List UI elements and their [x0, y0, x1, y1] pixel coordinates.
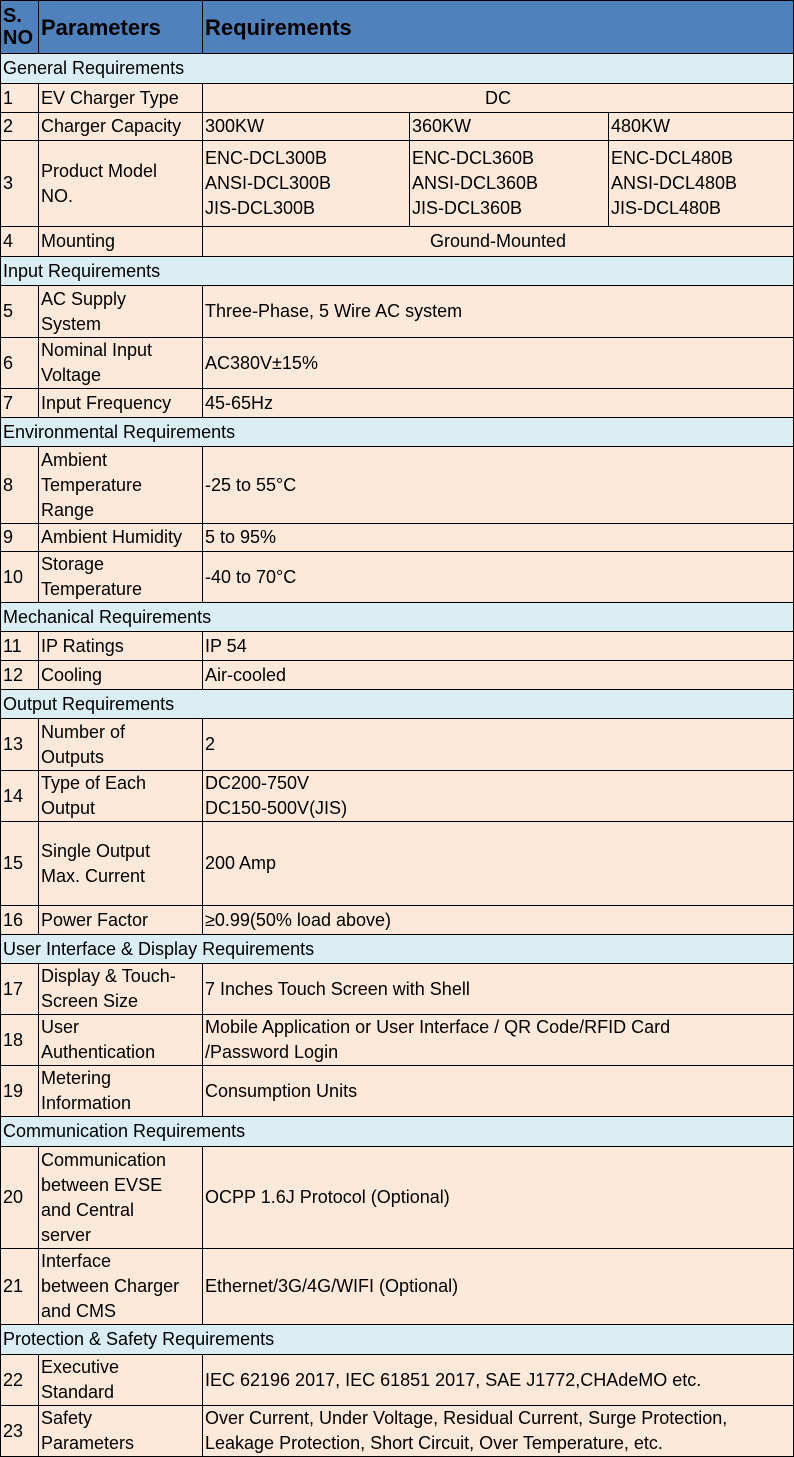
row-parameter: User Authentication [39, 1015, 203, 1066]
table-row [1, 1147, 794, 1249]
table-row [1, 771, 794, 822]
capacity-480: 480KW [609, 113, 794, 141]
row-parameter: Communication between EVSE and Central server [39, 1147, 203, 1249]
row-parameter: IP Ratings [39, 632, 203, 661]
row-number: 9 [1, 524, 39, 552]
table-row [1, 227, 794, 257]
section-title: Protection & Safety Requirements [1, 1325, 794, 1355]
row-number: 11 [1, 632, 39, 661]
row-value: IEC 62196 2017, IEC 61851 2017, SAE J1772,CHAdeMO etc. [203, 1355, 794, 1406]
model-360: ENC-DCL360B ANSI-DCL360B JIS-DCL360B [410, 141, 609, 227]
table-row [1, 1015, 794, 1066]
table-row [1, 632, 794, 661]
row-number: 12 [1, 661, 39, 690]
section-row-general [1, 54, 794, 84]
section-row-mechanical [1, 603, 794, 632]
table-row [1, 389, 794, 418]
section-title: Environmental Requirements [1, 418, 794, 447]
model-300: ENC-DCL300B ANSI-DCL300B JIS-DCL300B [203, 141, 410, 227]
row-number: 2 [1, 113, 39, 141]
table-row [1, 1066, 794, 1117]
section-row-ui [1, 935, 794, 964]
row-parameter: EV Charger Type [39, 84, 203, 113]
table-row [1, 113, 794, 141]
row-value: 2 [203, 719, 794, 771]
table-row [1, 1249, 794, 1325]
table-row [1, 524, 794, 552]
row-value: IP 54 [203, 632, 794, 661]
model-480: ENC-DCL480B ANSI-DCL480B JIS-DCL480B [609, 141, 794, 227]
table-row [1, 906, 794, 935]
row-parameter: Safety Parameters [39, 1406, 203, 1457]
row-parameter: Mounting [39, 227, 203, 257]
sno-header: S. NO [1, 1, 39, 54]
row-number: 19 [1, 1066, 39, 1117]
row-value: Ethernet/3G/4G/WIFI (Optional) [203, 1249, 794, 1325]
row-parameter: Type of Each Output [39, 771, 203, 822]
row-number: 7 [1, 389, 39, 418]
row-parameter: Charger Capacity [39, 113, 203, 141]
capacity-300: 300KW [203, 113, 410, 141]
row-value: ≥0.99(50% load above) [203, 906, 794, 935]
table-row [1, 661, 794, 690]
row-parameter: Number of Outputs [39, 719, 203, 771]
capacity-360: 360KW [410, 113, 609, 141]
parameters-header: Parameters [39, 1, 203, 54]
row-value: 7 Inches Touch Screen with Shell [203, 964, 794, 1015]
row-value: Mobile Application or User Interface / QR Code/RFID Card /Password Login [203, 1015, 794, 1066]
row-number: 8 [1, 447, 39, 524]
row-number: 22 [1, 1355, 39, 1406]
table-row [1, 964, 794, 1015]
section-row-input [1, 257, 794, 286]
row-value: Three-Phase, 5 Wire AC system [203, 286, 794, 338]
table-row [1, 822, 794, 906]
row-parameter: Storage Temperature [39, 552, 203, 603]
section-row-output [1, 690, 794, 719]
row-value: -40 to 70°C [203, 552, 794, 603]
section-title: Input Requirements [1, 257, 794, 286]
row-number: 16 [1, 906, 39, 935]
row-value: Air-cooled [203, 661, 794, 690]
row-value: 5 to 95% [203, 524, 794, 552]
row-number: 4 [1, 227, 39, 257]
table-row [1, 338, 794, 389]
row-value: Consumption Units [203, 1066, 794, 1117]
row-value: 45-65Hz [203, 389, 794, 418]
table-row [1, 141, 794, 227]
row-value: -25 to 55°C [203, 447, 794, 524]
row-parameter: AC Supply System [39, 286, 203, 338]
row-number: 10 [1, 552, 39, 603]
row-number: 20 [1, 1147, 39, 1249]
row-parameter: Power Factor [39, 906, 203, 935]
requirements-header: Requirements [203, 1, 794, 54]
table-row [1, 447, 794, 524]
table-row [1, 719, 794, 771]
row-value: DC [203, 84, 794, 113]
table-row [1, 1355, 794, 1406]
row-number: 14 [1, 771, 39, 822]
row-value: OCPP 1.6J Protocol (Optional) [203, 1147, 794, 1249]
row-parameter: Metering Information [39, 1066, 203, 1117]
section-row-communication [1, 1117, 794, 1147]
row-parameter: Executive Standard [39, 1355, 203, 1406]
row-parameter: Input Frequency [39, 389, 203, 418]
row-parameter: Nominal Input Voltage [39, 338, 203, 389]
row-value: Over Current, Under Voltage, Residual Current, Surge Protection, Leakage Protection, Short Circuit, Over Temperature, etc. [203, 1406, 794, 1457]
section-title: General Requirements [1, 54, 794, 84]
row-number: 17 [1, 964, 39, 1015]
row-number: 5 [1, 286, 39, 338]
row-parameter: Product Model NO. [39, 141, 203, 227]
section-row-environmental [1, 418, 794, 447]
section-row-protection [1, 1325, 794, 1355]
row-parameter: Interface between Charger and CMS [39, 1249, 203, 1325]
section-title: User Interface & Display Requirements [1, 935, 794, 964]
row-parameter: Cooling [39, 661, 203, 690]
table-row [1, 286, 794, 338]
header-row [1, 1, 794, 54]
row-parameter: Single Output Max. Current [39, 822, 203, 906]
section-title: Communication Requirements [1, 1117, 794, 1147]
row-value: Ground-Mounted [203, 227, 794, 257]
row-value: DC200-750V DC150-500V(JIS) [203, 771, 794, 822]
row-number: 6 [1, 338, 39, 389]
row-number: 23 [1, 1406, 39, 1457]
table-row [1, 84, 794, 113]
row-number: 15 [1, 822, 39, 906]
row-value: AC380V±15% [203, 338, 794, 389]
section-title: Output Requirements [1, 690, 794, 719]
row-number: 3 [1, 141, 39, 227]
row-value: 200 Amp [203, 822, 794, 906]
row-number: 21 [1, 1249, 39, 1325]
row-number: 18 [1, 1015, 39, 1066]
table-row [1, 552, 794, 603]
row-parameter: Ambient Humidity [39, 524, 203, 552]
row-number: 13 [1, 719, 39, 771]
row-parameter: Ambient Temperature Range [39, 447, 203, 524]
row-parameter: Display & Touch- Screen Size [39, 964, 203, 1015]
row-number: 1 [1, 84, 39, 113]
section-title: Mechanical Requirements [1, 603, 794, 632]
